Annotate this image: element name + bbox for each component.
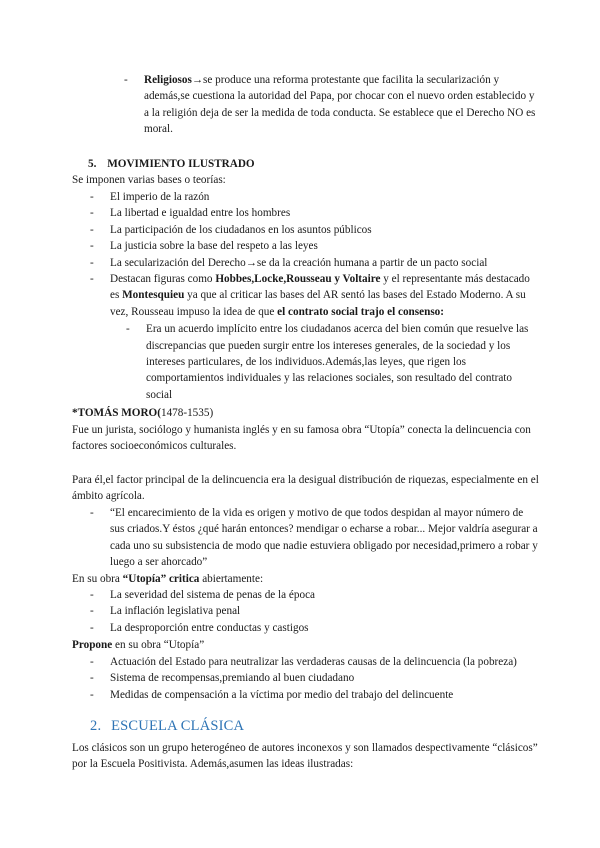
- list-item: - Sistema de recompensas,premiando al buen ciudadano: [90, 672, 355, 685]
- religiosos-text: Religiosos→se produce una reforma protestante que facilita la secularización y además,se cuestiona la autoridad del Papa, por chocar con el nuevo orden establecido y a la religión deja de ser la medida de toda conducta. Se establece que el Derecho NO es moral.: [144, 74, 536, 136]
- section-5-number: 5.: [88, 158, 97, 170]
- moro-propone: Propone en su obra “Utopía”: [72, 639, 205, 651]
- list-item: - Medidas de compensación a la víctima por medio del trabajo del delincuente: [90, 688, 454, 701]
- montesquieu: Montesquieu: [122, 289, 185, 302]
- section-2-number: 2.: [90, 718, 102, 734]
- list-item: - La severidad del sistema de penas de la época: [90, 589, 316, 601]
- bullet-dash: -: [124, 74, 128, 86]
- moro-criticas-list: [90, 587, 540, 636]
- list-item: - La desproporción entre conductas y castigos: [90, 621, 309, 634]
- moro-quote: - “El encarecimiento de la vida es origen y motivo de que todos despidan al mayor número de sus criados.Y éstos ¿qué harán entonces? mendigar o echarse a robar... Mejor valdría asegurar a cada uno su subsistencia de modo que nadie estuviera obligado por necesidad,primero a robar y luego a ser ahorcado”: [90, 507, 538, 569]
- moro-critica: En su obra “Utopía” critica abiertamente:: [72, 573, 264, 585]
- sub-list-item: - Era un acuerdo implícito entre los ciudadanos acerca del bien común que resuelve las discrepancias que pueden surgir entre los intereses generales, de la sociedad y los intereses particulares, de los individuos.Además,las leyes, que rigen los comportamientos individuales y las relaciones sociales, son resultado del contrato social: [126, 323, 529, 401]
- list-item: - La libertad e igualdad entre los hombres: [90, 207, 291, 220]
- list-item-figures: - Destacan figuras como Hobbes,Locke,Rousseau y Voltaire y el representante más destacado es Montesquieu ya que al criticar las bases del AR sentó las bases del Estado Moderno. A su vez, Rousseau impuso la idea de que el contrato social trajo el consenso:: [90, 273, 530, 318]
- section-2-title: ESCUELA CLÁSICA: [111, 718, 245, 734]
- section-5-title: MOVIMIENTO ILUSTRADO: [107, 158, 255, 170]
- list-item: - La secularización del Derecho→se da la creación humana a partir de un pacto social: [90, 256, 488, 269]
- list-item: - El imperio de la razón: [90, 191, 210, 203]
- moro-intro: Fue un jurista, sociólogo y humanista inglés y en su famosa obra “Utopía” conecta la delincuencia con factores socioeconómicos culturales.: [72, 424, 531, 453]
- section-2-text: Los clásicos son un grupo heterogéneo de autores inconexos y son llamados despectivamente “clásicos” por la Escuela Positivista. Además,asumen las ideas ilustradas:: [72, 742, 538, 771]
- religiosos-label: Religiosos: [144, 74, 192, 86]
- contrato-social: el contrato social trajo el consenso:: [277, 305, 444, 318]
- religiosos-item: [124, 72, 538, 138]
- section-5-list: [90, 189, 540, 403]
- moro-factor: Para él,el factor principal de la delincuencia era la desigual distribución de riquezas, especialmente en el ámbito agrícola.: [72, 474, 539, 503]
- list-item: - La justicia sobre la base del respeto a las leyes: [90, 240, 318, 253]
- figures-names: Hobbes,Locke,Rousseau y Voltaire: [215, 273, 381, 286]
- list-item: - La participación de los ciudadanos en los asuntos públicos: [90, 223, 372, 236]
- section-5-intro: Se imponen varias bases o teorías:: [72, 174, 226, 186]
- section-5-heading: [88, 156, 540, 172]
- section-2-heading: [90, 718, 540, 734]
- moro-propuestas-list: [90, 654, 540, 703]
- moro-heading: *TOMÁS MORO(1478-1535): [72, 407, 214, 419]
- list-item: - La inflación legislativa penal: [90, 605, 241, 618]
- list-item: - Actuación del Estado para neutralizar las verdaderas causas de la delincuencia (la pobreza): [90, 656, 517, 668]
